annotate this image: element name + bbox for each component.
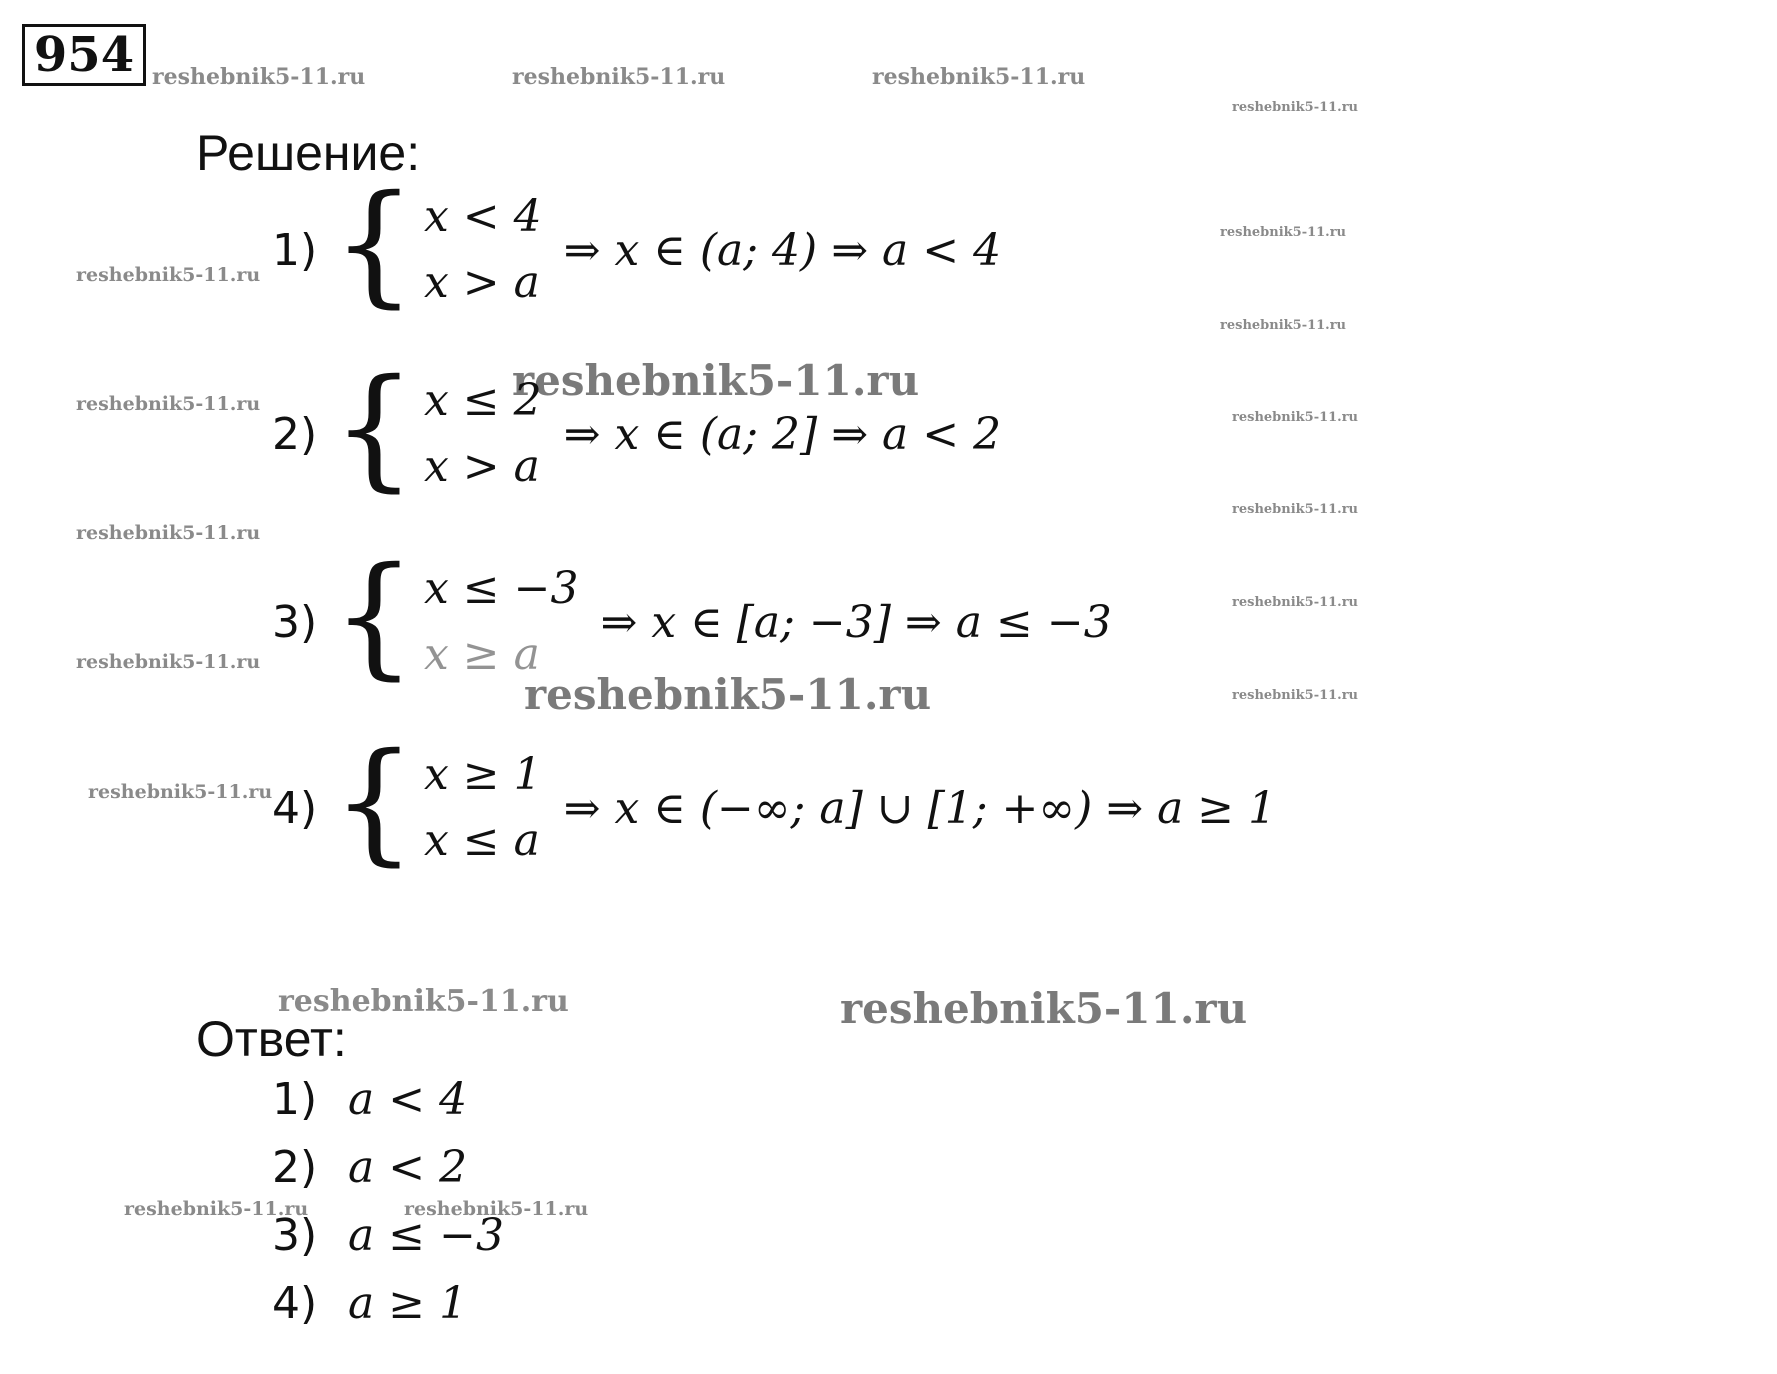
step-number: 2) bbox=[272, 408, 318, 460]
solution-heading: Решение: bbox=[196, 125, 421, 181]
system-line: x ≤ a bbox=[423, 815, 540, 866]
system-line: x ≥ a bbox=[423, 629, 540, 680]
solution-step bbox=[272, 725, 1277, 879]
inequality-system bbox=[424, 184, 542, 316]
system-line: x ≤ 2 bbox=[423, 375, 542, 426]
system-line: x ≤ −3 bbox=[423, 563, 579, 614]
answer-text: a < 2 bbox=[348, 1142, 468, 1193]
watermark: reshebnik5-11.ru bbox=[1232, 502, 1359, 517]
watermark: reshebnik5-11.ru bbox=[1232, 100, 1359, 115]
watermark: reshebnik5-11.ru bbox=[76, 393, 261, 415]
step-result: ⇒ x ∈ [a; −3] ⇒ a ≤ −3 bbox=[600, 596, 1112, 648]
system-line: x > a bbox=[423, 441, 540, 492]
watermark: reshebnik5-11.ru bbox=[512, 356, 920, 405]
watermark: reshebnik5-11.ru bbox=[124, 1198, 309, 1220]
system-line: x ≥ 1 bbox=[423, 749, 542, 800]
system-brace: { bbox=[332, 351, 416, 505]
watermark: reshebnik5-11.ru bbox=[76, 264, 261, 286]
watermark: reshebnik5-11.ru bbox=[1220, 225, 1347, 240]
watermark: reshebnik5-11.ru bbox=[1232, 688, 1359, 703]
step-result: ⇒ x ∈ (−∞; a] ∪ [1; +∞) ⇒ a ≥ 1 bbox=[563, 782, 1277, 834]
solution-step bbox=[272, 539, 1112, 693]
inequality-system bbox=[424, 742, 542, 874]
watermark: reshebnik5-11.ru bbox=[872, 64, 1086, 90]
answer-text: a ≤ −3 bbox=[348, 1210, 504, 1261]
step-number: 3) bbox=[272, 596, 318, 648]
system-line: x < 4 bbox=[423, 191, 542, 242]
step-result: ⇒ x ∈ (a; 4) ⇒ a < 4 bbox=[563, 224, 1002, 276]
watermark: reshebnik5-11.ru bbox=[152, 64, 366, 90]
answer-number: 4) bbox=[272, 1278, 318, 1329]
solution-step bbox=[272, 351, 1002, 505]
system-brace: { bbox=[332, 725, 416, 879]
answer-number: 3) bbox=[272, 1210, 318, 1261]
answer-text: a < 4 bbox=[348, 1074, 468, 1125]
problem-number: 954 bbox=[22, 24, 146, 86]
answer-text: a ≥ 1 bbox=[348, 1278, 468, 1329]
system-brace: { bbox=[332, 539, 416, 693]
watermark: reshebnik5-11.ru bbox=[404, 1198, 589, 1220]
watermark: reshebnik5-11.ru bbox=[76, 522, 261, 544]
step-number: 1) bbox=[272, 224, 318, 276]
inequality-system bbox=[424, 556, 579, 688]
watermark: reshebnik5-11.ru bbox=[1232, 595, 1359, 610]
inequality-system bbox=[424, 368, 542, 500]
step-result: ⇒ x ∈ (a; 2] ⇒ a < 2 bbox=[563, 408, 1002, 460]
system-brace: { bbox=[332, 167, 416, 321]
answer-number: 2) bbox=[272, 1142, 318, 1193]
solution-step bbox=[272, 167, 1002, 321]
watermark: reshebnik5-11.ru bbox=[1220, 318, 1347, 333]
watermark: reshebnik5-11.ru bbox=[840, 984, 1248, 1033]
watermark: reshebnik5-11.ru bbox=[1232, 410, 1359, 425]
answer-item bbox=[272, 1270, 467, 1338]
watermark: reshebnik5-11.ru bbox=[76, 651, 261, 673]
answer-heading: Ответ: bbox=[196, 1011, 347, 1067]
answer-item bbox=[272, 1134, 467, 1202]
answer-item bbox=[272, 1066, 467, 1134]
watermark: reshebnik5-11.ru bbox=[512, 64, 726, 90]
answer-number: 1) bbox=[272, 1074, 318, 1125]
watermark: reshebnik5-11.ru bbox=[524, 670, 932, 719]
system-line: x > a bbox=[423, 257, 540, 308]
watermark: reshebnik5-11.ru bbox=[88, 781, 273, 803]
watermark: reshebnik5-11.ru bbox=[278, 984, 569, 1019]
answer-item bbox=[272, 1202, 504, 1270]
step-number: 4) bbox=[272, 782, 318, 834]
